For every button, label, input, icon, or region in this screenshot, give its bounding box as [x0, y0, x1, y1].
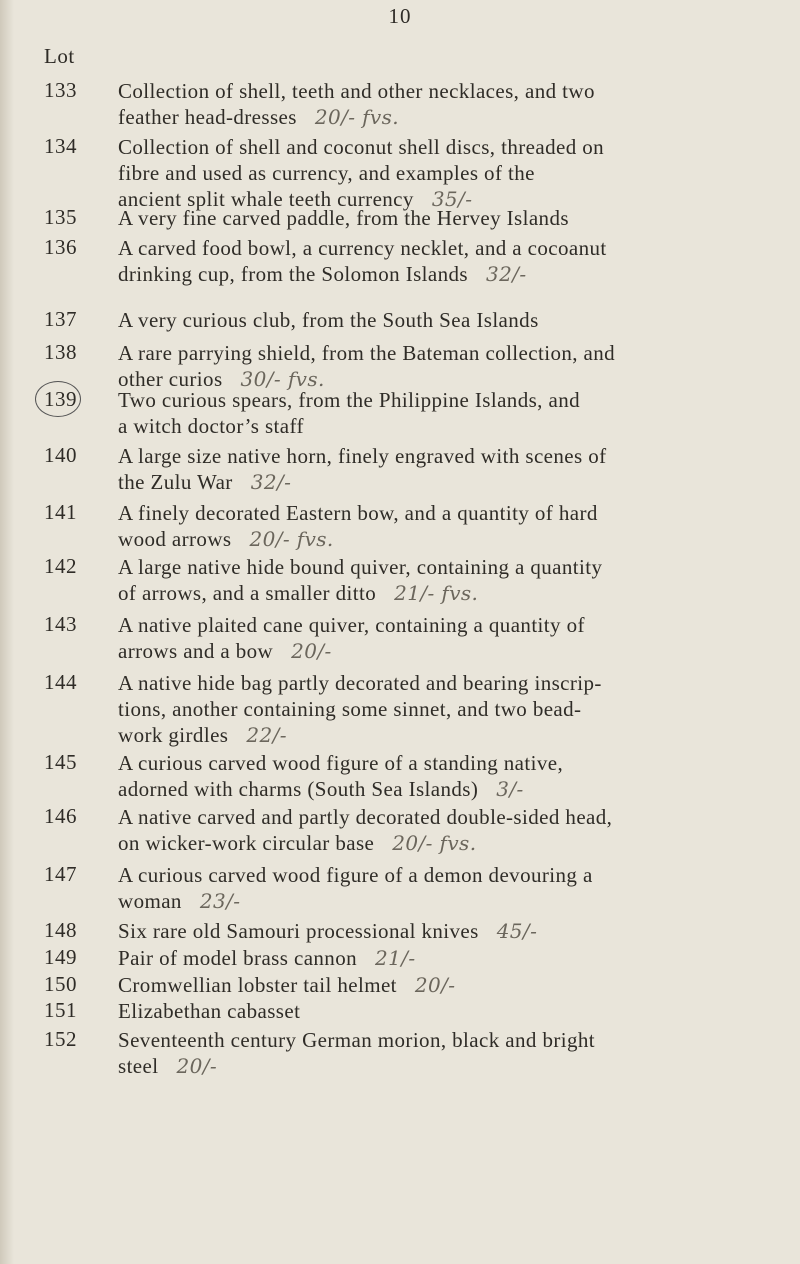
lot-number: 137	[44, 307, 77, 331]
handwritten-price-note: 23/-	[199, 889, 241, 913]
lot-number: 147	[44, 862, 77, 886]
handwritten-price-note: 32/-	[250, 470, 292, 494]
description-line: Elizabethan cabasset	[118, 999, 301, 1023]
description-line: A native hide bag partly decorated and bearing inscrip-	[118, 671, 602, 695]
description-line: feather head-dresses	[118, 105, 297, 129]
description-line: adorned with charms (South Sea Islands)	[118, 777, 479, 801]
lot-number: 146	[44, 804, 77, 828]
description-line: Seventeenth century German morion, black and bright	[118, 1028, 596, 1052]
description-line: A curious carved wood figure of a standing native,	[118, 751, 564, 775]
description-line: A large size native horn, finely engraved with scenes of	[118, 444, 607, 468]
description-line: steel	[118, 1054, 159, 1078]
description-line: drinking cup, from the Solomon Islands	[118, 262, 469, 286]
lot-description	[118, 972, 758, 998]
lot-description	[118, 804, 758, 856]
description-line: tions, another containing some sinnet, and two bead-	[118, 697, 582, 721]
lot-description	[118, 235, 758, 287]
lot-description	[118, 554, 758, 606]
handwritten-price-note: 3/-	[496, 777, 524, 801]
lot-description	[118, 340, 758, 392]
lot-description	[118, 500, 758, 552]
description-line: A carved food bowl, a currency necklet, and a cocoanut	[118, 236, 607, 260]
description-line: arrows and a bow	[118, 639, 274, 663]
handwritten-price-note: 21/- fvs.	[394, 581, 479, 605]
lot-number: 139	[44, 387, 77, 411]
lot-number: 152	[44, 1027, 77, 1051]
lot-number: 134	[44, 134, 77, 158]
lot-description	[118, 205, 758, 231]
lot-description	[118, 387, 758, 439]
lot-description	[118, 998, 758, 1024]
description-line: A native carved and partly decorated double-sided head,	[118, 805, 613, 829]
lot-number: 138	[44, 340, 77, 364]
description-line: Cromwellian lobster tail helmet	[118, 973, 397, 997]
lot-description	[118, 443, 758, 495]
description-line: Pair of model brass cannon	[118, 946, 358, 970]
handwritten-price-note: 20/- fvs.	[392, 831, 477, 855]
lot-description	[118, 134, 758, 212]
lot-number: 136	[44, 235, 77, 259]
handwritten-price-note: 32/-	[486, 262, 527, 286]
description-line: A native plaited cane quiver, containing a quantity of	[118, 613, 585, 637]
description-line: A very curious club, from the South Sea Islands	[118, 308, 539, 332]
handwritten-price-note: 30/- fvs.	[240, 367, 325, 391]
page-edge-shadow	[0, 0, 14, 1264]
lot-description	[118, 918, 758, 944]
lot-number: 144	[44, 670, 77, 694]
description-line: Two curious spears, from the Philippine Islands, and	[118, 388, 581, 412]
handwritten-price-note: 45/-	[496, 919, 538, 943]
description-line: Collection of shell and coconut shell discs, threaded on	[118, 135, 605, 159]
lot-description	[118, 750, 758, 802]
lot-description	[118, 78, 758, 130]
description-line: work girdles	[118, 723, 229, 747]
lot-number: 142	[44, 554, 77, 578]
description-line: other curios	[118, 367, 223, 391]
description-line: the Zulu War	[118, 470, 233, 494]
description-line: on wicker-work circular base	[118, 831, 375, 855]
lot-number: 150	[44, 972, 77, 996]
description-line: A rare parrying shield, from the Bateman collection, and	[118, 341, 616, 365]
handwritten-price-note: 20/-	[291, 639, 332, 663]
lot-number: 148	[44, 918, 77, 942]
lot-number: 145	[44, 750, 77, 774]
description-line: a witch doctor’s staff	[118, 414, 304, 438]
lot-description	[118, 612, 758, 664]
lot-description	[118, 307, 758, 333]
pencil-circle-mark	[35, 381, 81, 417]
description-line: woman	[118, 889, 182, 913]
handwritten-price-note: 20/-	[176, 1054, 218, 1078]
lot-description	[118, 862, 758, 914]
page-number: 10	[388, 4, 412, 28]
description-line: fibre and used as currency, and examples of the	[118, 161, 535, 185]
handwritten-price-note: 21/-	[375, 946, 416, 970]
lot-number: 143	[44, 612, 77, 636]
handwritten-price-note: 20/- fvs.	[314, 105, 400, 129]
description-line: A large native hide bound quiver, containing a quantity	[118, 555, 603, 579]
lot-number: 135	[44, 205, 77, 229]
description-line: A finely decorated Eastern bow, and a quantity of hard	[118, 501, 598, 525]
handwritten-price-note: 20/- fvs.	[249, 527, 334, 551]
lot-number: 149	[44, 945, 77, 969]
lot-number: 151	[44, 998, 77, 1022]
description-line: Six rare old Samouri processional knives	[118, 919, 479, 943]
description-line: Collection of shell, teeth and other necklaces, and two	[118, 79, 595, 103]
description-line: A curious carved wood figure of a demon devouring a	[118, 863, 593, 887]
lot-description	[118, 945, 758, 971]
lot-description	[118, 1027, 758, 1079]
lot-number: 141	[44, 500, 77, 524]
description-line: A very fine carved paddle, from the Hervey Islands	[118, 206, 569, 230]
lot-description	[118, 670, 758, 748]
lot-number: 140	[44, 443, 77, 467]
description-line: of arrows, and a smaller ditto	[118, 581, 377, 605]
lot-number: 133	[44, 78, 77, 102]
handwritten-price-note: 35/-	[431, 187, 473, 211]
handwritten-price-note: 22/-	[246, 723, 287, 747]
description-line: ancient split whale teeth currency	[118, 187, 414, 211]
lot-column-heading: Lot	[44, 44, 75, 68]
description-line: wood arrows	[118, 527, 232, 551]
handwritten-price-note: 20/-	[414, 973, 456, 997]
